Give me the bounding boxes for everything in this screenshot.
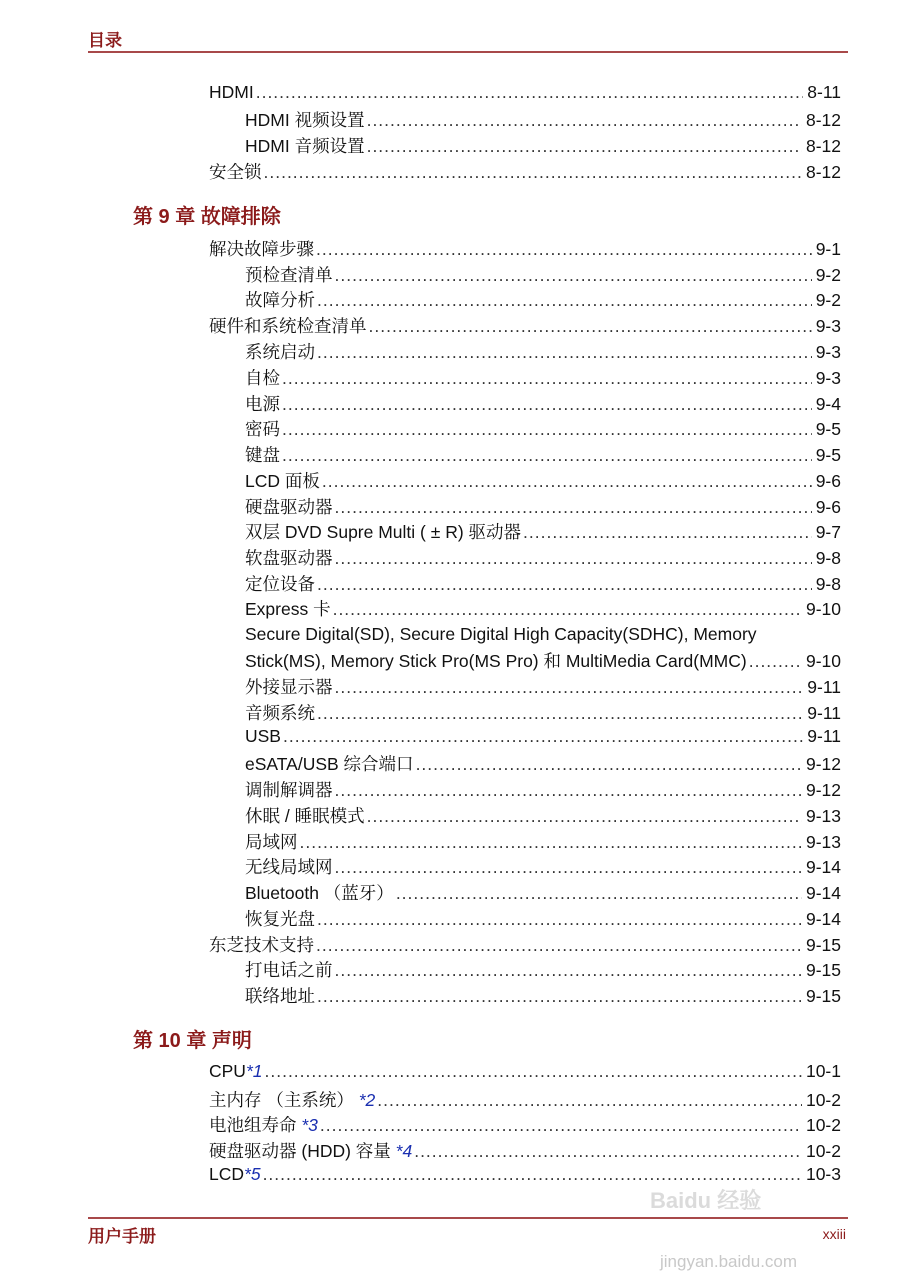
- toc-entry[interactable]: [245, 959, 841, 981]
- toc-page-number: 9-13: [805, 832, 841, 852]
- toc-entry-title: 预检查清单: [245, 265, 333, 285]
- toc-entry[interactable]: [209, 1089, 841, 1111]
- toc-entry[interactable]: [245, 908, 841, 930]
- toc-entry-title: 双层 DVD Supre Multi ( ± R) 驱动器: [245, 522, 522, 542]
- toc-entry-title: CPU: [209, 1061, 246, 1081]
- toc-entry-title: Express 卡: [245, 599, 331, 619]
- toc-page-number: 9-14: [805, 883, 841, 903]
- toc-page-number: 9-5: [815, 445, 841, 465]
- dot-leader: [335, 856, 802, 878]
- toc-entry[interactable]: [245, 882, 841, 904]
- toc-entry-title: 软盘驱动器: [245, 548, 333, 568]
- toc-entry[interactable]: [245, 805, 841, 827]
- toc-entry-title: 打电话之前: [245, 960, 333, 980]
- header-rule: [88, 51, 848, 53]
- toc-page-number: 8-12: [805, 136, 841, 156]
- watermark-url: jingyan.baidu.com: [660, 1252, 798, 1271]
- toc-entry-title: 无线局域网: [245, 857, 333, 877]
- toc-entry-title: 系统启动: [245, 342, 315, 362]
- toc-page-number: 9-4: [815, 394, 841, 414]
- footnote-marker[interactable]: *3: [301, 1115, 318, 1135]
- dot-leader: [265, 1060, 802, 1082]
- toc-entry-title: 硬盘驱动器 (HDD) 容量: [209, 1141, 396, 1161]
- toc-page-number: 10-3: [805, 1164, 841, 1184]
- chapter-heading[interactable]: 第 9 章 故障排除: [133, 206, 281, 228]
- dot-leader: [317, 985, 802, 1007]
- toc-page-number: 9-3: [815, 368, 841, 388]
- dot-leader: [283, 725, 803, 747]
- toc-entry[interactable]: [245, 573, 841, 595]
- dot-leader: [377, 1089, 802, 1111]
- dot-leader: [282, 418, 812, 440]
- dot-leader: [416, 753, 802, 775]
- dot-leader: [523, 521, 812, 543]
- dot-leader: [264, 161, 802, 183]
- toc-page-number: 9-1: [815, 239, 841, 259]
- toc-entry-title: 恢复光盘: [245, 909, 315, 929]
- toc-entry[interactable]: [209, 81, 841, 103]
- toc-page-number: 9-6: [815, 497, 841, 517]
- toc-page-number: 9-3: [815, 342, 841, 362]
- dot-leader: [282, 367, 812, 389]
- dot-leader: [322, 470, 812, 492]
- toc-page-number: 9-10: [805, 651, 841, 671]
- footnote-marker[interactable]: *4: [395, 1141, 413, 1161]
- dot-leader: [317, 908, 802, 930]
- toc-page-number: 9-11: [807, 726, 841, 746]
- toc-entry[interactable]: [245, 418, 841, 440]
- toc-entry-title: HDMI 音频设置: [245, 136, 365, 156]
- toc-page-number: 9-13: [805, 806, 841, 826]
- dot-leader: [317, 289, 812, 311]
- toc-page-number: 9-2: [815, 265, 841, 285]
- toc-entry-title: 电源: [245, 394, 280, 414]
- toc-entry-text: Secure Digital(SD), Secure Digital High Capacity(SDHC), Memory: [245, 624, 757, 644]
- toc-entry[interactable]: [245, 470, 841, 492]
- toc-page-number: 9-7: [815, 522, 841, 542]
- toc-entry[interactable]: [209, 1140, 841, 1162]
- toc-entry[interactable]: [245, 367, 841, 389]
- toc-entry[interactable]: [245, 985, 841, 1007]
- toc-entry-title: Stick(MS), Memory Stick Pro(MS Pro) 和 MultiMedia Card(MMC): [245, 651, 747, 671]
- footnote-marker[interactable]: *5: [244, 1164, 261, 1184]
- toc-page-number: 9-3: [815, 316, 841, 336]
- dot-leader: [335, 496, 812, 518]
- dot-leader: [282, 393, 812, 415]
- toc-entry[interactable]: [209, 161, 841, 183]
- toc-entry[interactable]: [245, 341, 841, 363]
- toc-entry-title: HDMI: [209, 82, 254, 102]
- toc-page-number: 8-11: [807, 82, 841, 102]
- toc-entry[interactable]: [209, 1163, 841, 1185]
- toc-entry[interactable]: [245, 598, 841, 620]
- toc-page-number: 10-1: [805, 1061, 841, 1081]
- toc-entry[interactable]: [245, 264, 841, 286]
- toc-entry[interactable]: [209, 1114, 841, 1136]
- toc-page-number: 9-12: [805, 780, 841, 800]
- toc-entry[interactable]: [245, 650, 841, 672]
- dot-leader: [300, 831, 802, 853]
- toc-entry-title: Bluetooth （蓝牙）: [245, 883, 394, 903]
- toc-entry[interactable]: [245, 831, 841, 853]
- toc-entry-title: 安全锁: [209, 162, 262, 182]
- toc-entry[interactable]: [245, 547, 841, 569]
- toc-page-number: 9-11: [807, 677, 841, 697]
- toc-page-number: 9-2: [815, 290, 841, 310]
- toc-page-number: 9-8: [815, 574, 841, 594]
- dot-leader: [367, 135, 802, 157]
- toc-entry[interactable]: [245, 444, 841, 466]
- toc-entry-title: 电池组寿命: [209, 1115, 302, 1135]
- toc-page-number: 8-12: [805, 110, 841, 130]
- toc-entry-title: 外接显示器: [245, 677, 333, 697]
- toc-entry-title: 键盘: [245, 445, 280, 465]
- toc-entry-title: 定位设备: [245, 574, 315, 594]
- toc-entry[interactable]: [245, 289, 841, 311]
- toc-entry[interactable]: [245, 109, 841, 131]
- toc-entry[interactable]: [209, 1060, 841, 1082]
- toc-entry-title: USB: [245, 726, 281, 746]
- toc-entry[interactable]: [209, 934, 841, 956]
- dot-leader: [317, 573, 812, 595]
- toc-entry-title: 自检: [245, 368, 280, 388]
- dot-leader: [333, 598, 802, 620]
- toc-entry-title: 音频系统: [245, 703, 315, 723]
- toc-page-number: 9-15: [805, 935, 841, 955]
- dot-leader: [335, 959, 802, 981]
- toc-entry-title: eSATA/USB 综合端口: [245, 754, 414, 774]
- toc-entry[interactable]: [245, 393, 841, 415]
- chapter-heading[interactable]: 第 10 章 声明: [133, 1030, 252, 1052]
- dot-leader: [263, 1163, 802, 1185]
- dot-leader: [335, 547, 812, 569]
- toc-entry[interactable]: [245, 135, 841, 157]
- toc-entry-title: 联络地址: [245, 986, 315, 1006]
- toc-entry-title: 休眠 / 睡眠模式: [245, 806, 365, 826]
- page-number: xxiii: [822, 1226, 846, 1242]
- toc-page-number: 9-5: [815, 419, 841, 439]
- dot-leader: [335, 779, 802, 801]
- toc-page-number: 9-14: [805, 857, 841, 877]
- watermark-logo: Baidu 经验: [650, 1188, 762, 1213]
- toc-page-number: 9-15: [805, 960, 841, 980]
- toc-entry[interactable]: [245, 521, 841, 543]
- dot-leader: [320, 1114, 802, 1136]
- toc-entry-title: 主内存 （主系统）: [209, 1090, 359, 1110]
- toc-entry[interactable]: [209, 238, 841, 260]
- toc-entry-title: 密码: [245, 419, 280, 439]
- toc-page-number: 9-12: [805, 754, 841, 774]
- dot-leader: [414, 1140, 802, 1162]
- toc-entry[interactable]: [245, 496, 841, 518]
- toc-page-number: 8-12: [805, 162, 841, 182]
- toc-page-number: 10-2: [805, 1115, 841, 1135]
- toc-page-number: 9-15: [805, 986, 841, 1006]
- dot-leader: [396, 882, 802, 904]
- toc-page-number: 9-6: [815, 471, 841, 491]
- dot-leader: [749, 650, 802, 672]
- footer-title: 用户手册: [88, 1227, 156, 1246]
- dot-leader: [335, 264, 812, 286]
- footnote-marker[interactable]: *1: [245, 1061, 263, 1081]
- toc-page-number: 10-2: [805, 1141, 841, 1161]
- dot-leader: [317, 702, 803, 724]
- toc-page-number: 9-14: [805, 909, 841, 929]
- dot-leader: [316, 934, 802, 956]
- toc-entry[interactable]: [245, 676, 841, 698]
- toc-entry[interactable]: [245, 725, 841, 747]
- toc-entry-title: 局域网: [245, 832, 298, 852]
- header-title: 目录: [88, 31, 122, 50]
- toc-entry-title: LCD: [209, 1164, 245, 1184]
- toc-page-number: 10-2: [805, 1090, 841, 1110]
- toc-entry[interactable]: [209, 315, 841, 337]
- toc-entry-title: 东芝技术支持: [209, 935, 314, 955]
- dot-leader: [316, 238, 812, 260]
- dot-leader: [367, 805, 802, 827]
- toc-entry-title: 硬件和系统检查清单: [209, 316, 367, 336]
- toc-entry[interactable]: [245, 702, 841, 724]
- toc-entry[interactable]: [245, 753, 841, 775]
- dot-leader: [256, 81, 804, 103]
- toc-entry-title: LCD 面板: [245, 471, 320, 491]
- footer-rule: [88, 1217, 848, 1219]
- toc-entry-title: 故障分析: [245, 290, 315, 310]
- dot-leader: [282, 444, 812, 466]
- toc-page-number: 9-10: [805, 599, 841, 619]
- dot-leader: [335, 676, 804, 698]
- toc-entry[interactable]: [245, 779, 841, 801]
- footnote-marker[interactable]: *2: [358, 1090, 376, 1110]
- toc-entry-title: 硬盘驱动器: [245, 497, 333, 517]
- dot-leader: [317, 341, 812, 363]
- toc-entry-title: 调制解调器: [245, 780, 333, 800]
- toc-page-number: 9-11: [807, 703, 841, 723]
- toc-page-number: 9-8: [815, 548, 841, 568]
- dot-leader: [369, 315, 812, 337]
- toc-entry[interactable]: [245, 856, 841, 878]
- dot-leader: [367, 109, 802, 131]
- toc-entry-title: 解决故障步骤: [209, 239, 314, 259]
- toc-entry-title: HDMI 视频设置: [245, 110, 365, 130]
